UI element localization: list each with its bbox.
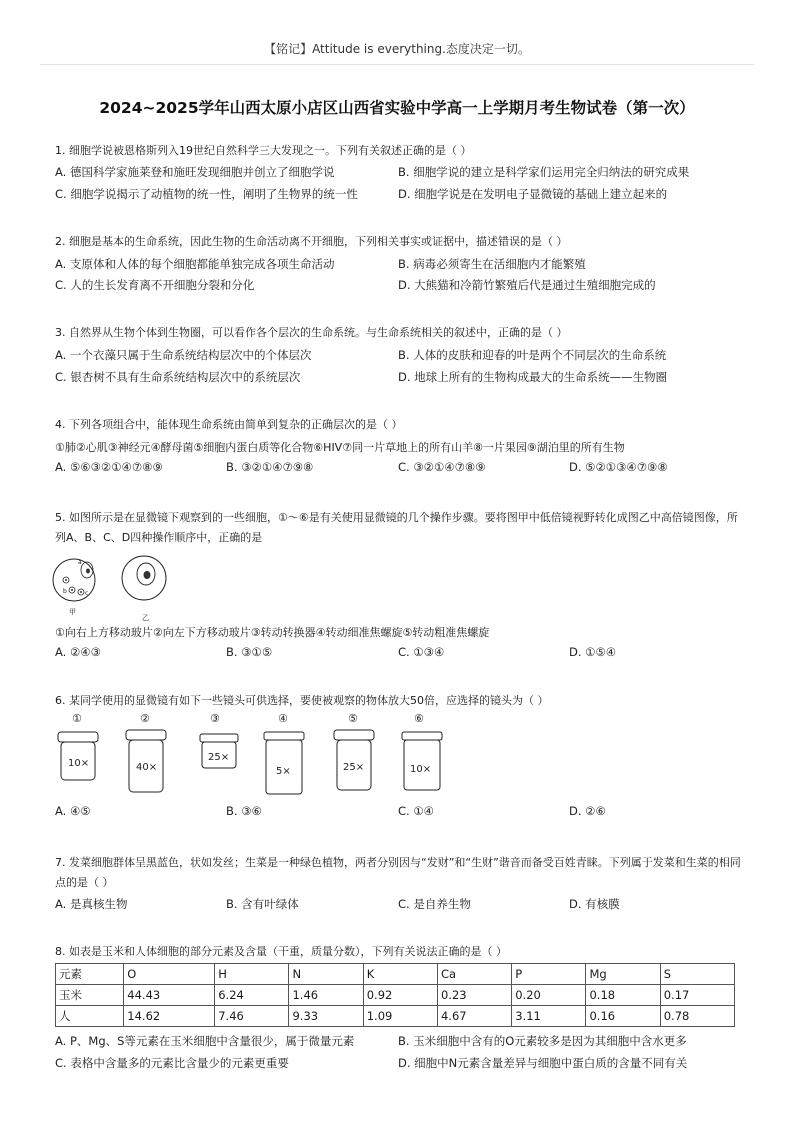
lens-1-mag: 10×: [68, 758, 90, 769]
microscope-view-figure: [52, 552, 172, 624]
question-3-option-a[interactable]: A. 一个衣藻只属于生命系统结构层次中的个体层次: [55, 348, 312, 362]
question-7-option-c[interactable]: C. 是自养生物: [398, 897, 471, 911]
cell-small-1-nucleus: [65, 579, 67, 581]
question-5-stem: 5. 如图所示是在显微镜下观察到的一些细胞，①～⑥是有关使用显微镜的几个操作步骤。要将图甲中低倍镜视野转化成图乙中高倍镜图像，所列A、B、C、D四种操作顺序中，正确的是: [55, 511, 738, 544]
lens-3-number: ③: [210, 712, 220, 725]
table-header-row: [56, 964, 735, 985]
lens-4-mag: 5×: [276, 766, 291, 777]
table-cell: 3.11: [512, 1006, 586, 1027]
question-1-option-c[interactable]: C. 细胞学说揭示了动植物的统一性，阐明了生物界的统一性: [55, 187, 358, 201]
table-cell: 4.67: [437, 1006, 511, 1027]
cell-a-magnified-nucleus: [144, 571, 151, 579]
lens-3-rim: [200, 734, 238, 742]
element-content-table: [55, 963, 735, 1027]
table-cell: H: [215, 964, 289, 985]
table-cell: 14.62: [124, 1006, 215, 1027]
table-cell: 元素: [56, 964, 124, 985]
table-cell: 0.20: [512, 985, 586, 1006]
lens-6-rim: [402, 732, 442, 740]
table-cell: 0.92: [363, 985, 437, 1006]
question-4-option-d[interactable]: D. ⑤②①③④⑦⑨⑧: [569, 460, 668, 474]
question-8-option-d[interactable]: D. 细胞中N元素含量差异与细胞中蛋白质的含量不同有关: [398, 1056, 688, 1070]
question-8-option-b[interactable]: B. 玉米细胞中含有的O元素较多是因为其细胞中含水更多: [398, 1034, 687, 1048]
table-cell: 1.46: [289, 985, 363, 1006]
question-6-option-d[interactable]: D. ②⑥: [569, 804, 606, 818]
question-6-stem: 6. 某同学使用的显微镜有如下一些镜头可供选择，要使被观察的物体放大50倍，应选择的镜头为（ ）: [55, 694, 549, 707]
question-5-option-a[interactable]: A. ②④③: [55, 645, 101, 659]
table-cell: 6.24: [215, 985, 289, 1006]
table-cell: 0.18: [586, 985, 660, 1006]
question-5-option-d[interactable]: D. ①⑤④: [569, 645, 617, 659]
question-8-option-a[interactable]: A. P、Mg、S等元素在玉米细胞中含量很少，属于微量元素: [55, 1034, 355, 1048]
question-7-option-b[interactable]: B. 含有叶绿体: [226, 897, 299, 911]
question-3-stem: 3. 自然界从生物个体到生物圈，可以看作各个层次的生命系统。与生命系统相关的叙述中，正确的是（ ）: [55, 326, 568, 339]
question-3-option-c[interactable]: C. 银杏树不具有生命系统结构层次中的系统层次: [55, 370, 301, 384]
table-cell: 44.43: [124, 985, 215, 1006]
question-2-option-a[interactable]: A. 支原体和人体的每个细胞都能单独完成各项生命活动: [55, 257, 335, 271]
table-cell: O: [124, 964, 215, 985]
exam-title: 2024~2025学年山西太原小店区山西省实验中学高一上学期月考生物试卷（第一次）: [99, 99, 695, 117]
question-7-option-d[interactable]: D. 有核膜: [569, 897, 620, 911]
lens-6-number: ⑥: [414, 712, 424, 725]
question-5-option-c[interactable]: C. ①③④: [398, 645, 445, 659]
cell-c-nucleus: [80, 591, 82, 593]
table-cell: K: [363, 964, 437, 985]
label-yi: 乙: [142, 614, 149, 622]
question-4-option-c[interactable]: C. ③②①④⑦⑧⑨: [398, 460, 486, 474]
cell-a-nucleus: [86, 569, 90, 574]
lens-figure: [52, 710, 462, 805]
table-row: [56, 1006, 735, 1027]
question-4-option-b[interactable]: B. ③②①④⑦⑨⑧: [226, 460, 314, 474]
question-3-option-b[interactable]: B. 人体的皮肤和迎春的叶是两个不同层次的生命系统: [398, 348, 667, 362]
table-cell: 7.46: [215, 1006, 289, 1027]
header-divider: [40, 64, 754, 65]
question-6-option-b[interactable]: B. ③⑥: [226, 804, 262, 818]
question-1-option-b[interactable]: B. 细胞学说的建立是科学家们运用完全归纳法的研究成果: [398, 165, 690, 179]
lens-2-mag: 40×: [136, 762, 158, 773]
lens-2-cap: [126, 730, 166, 740]
table-cell: P: [512, 964, 586, 985]
lens-2-number: ②: [140, 712, 150, 725]
table-cell: 玉米: [56, 985, 124, 1006]
question-4-items: ①肺②心肌③神经元④酵母菌⑤细胞内蛋白质等化合物⑥HIV⑦同一片草地上的所有山羊⑧一片果园⑨湖泊里的所有生物: [55, 441, 625, 454]
field-yi-circle: [122, 556, 166, 600]
table-cell: 0.16: [586, 1006, 660, 1027]
question-7-option-a[interactable]: A. 是真核生物: [55, 897, 128, 911]
lens-4-rim: [264, 732, 304, 740]
label-jia: 甲: [69, 608, 76, 616]
lens-4-number: ④: [278, 712, 288, 725]
question-1-option-a[interactable]: A. 德国科学家施莱登和施旺发现细胞并创立了细胞学说: [55, 165, 335, 179]
question-4-stem: 4. 下列各项组合中，能体现生命系统由简单到复杂的正确层次的是（ ）: [55, 418, 403, 431]
question-2-option-c[interactable]: C. 人的生长发育离不开细胞分裂和分化: [55, 278, 255, 292]
lens-6-mag: 10×: [410, 764, 432, 775]
question-8-stem: 8. 如表是玉米和人体细胞的部分元素及含量（干重，质量分数），下列有关说法正确的是（ ）: [55, 945, 507, 958]
question-7-stem: 7. 发菜细胞群体呈黑蓝色，状如发丝；生菜是一种绿色植物，两者分别因与“发财”和“生财”谐音而备受百姓青睐。下列属于发菜和生菜的相同点的是（ ）: [55, 856, 741, 889]
question-4-option-a[interactable]: A. ⑤⑥③②①④⑦⑧⑨: [55, 460, 163, 474]
lens-5-number: ⑤: [348, 712, 358, 725]
lens-5-mag: 25×: [343, 762, 365, 773]
label-c: c: [85, 590, 89, 597]
cell-b-nucleus: [71, 589, 73, 591]
question-1-stem: 1. 细胞学说被恩格斯列入19世纪自然科学三大发现之一。下列有关叙述正确的是（ ）: [55, 144, 472, 157]
question-2-stem: 2. 细胞是基本的生命系统，因此生物的生命活动离不开细胞，下列相关事实或证据中，描述错误的是（ ）: [55, 235, 568, 248]
page-header-motto: 【铭记】Attitude is everything.态度决定一切。: [264, 42, 530, 56]
question-1-option-d[interactable]: D. 细胞学说是在发明电子显微镜的基础上建立起来的: [398, 187, 668, 201]
table-cell: 0.23: [437, 985, 511, 1006]
table-cell: 1.09: [363, 1006, 437, 1027]
field-jia-circle: [53, 559, 95, 601]
question-5-steps: ①向右上方移动玻片②向左下方移动玻片③转动转换器④转动细准焦螺旋⑤转动粗准焦螺旋: [55, 626, 490, 639]
table-cell: N: [289, 964, 363, 985]
table-cell: S: [660, 964, 734, 985]
table-cell: 人: [56, 1006, 124, 1027]
table-cell: 0.78: [660, 1006, 734, 1027]
question-3-option-d[interactable]: D. 地球上所有的生物构成最大的生命系统——生物圈: [398, 370, 668, 384]
lens-1-cap: [58, 732, 98, 742]
question-8-option-c[interactable]: C. 表格中含量多的元素比含量少的元素更重要: [55, 1056, 289, 1070]
table-row: [56, 985, 735, 1006]
label-b: b: [63, 588, 67, 595]
lens-1-number: ①: [72, 712, 82, 725]
table-cell: 0.17: [660, 985, 734, 1006]
question-6-option-a[interactable]: A. ④⑤: [55, 804, 91, 818]
lens-5-cap: [334, 730, 374, 740]
table-cell: Mg: [586, 964, 660, 985]
question-5-option-b[interactable]: B. ③①⑤: [226, 645, 273, 659]
lens-3-mag: 25×: [208, 752, 230, 763]
question-2-option-b[interactable]: B. 病毒必须寄生在活细胞内才能繁殖: [398, 257, 586, 271]
table-cell: Ca: [437, 964, 511, 985]
label-a: a: [78, 559, 82, 566]
question-2-option-d[interactable]: D. 大熊猫和冷箭竹繁殖后代是通过生殖细胞完成的: [398, 278, 656, 292]
question-6-option-c[interactable]: C. ①④: [398, 804, 434, 818]
table-cell: 9.33: [289, 1006, 363, 1027]
